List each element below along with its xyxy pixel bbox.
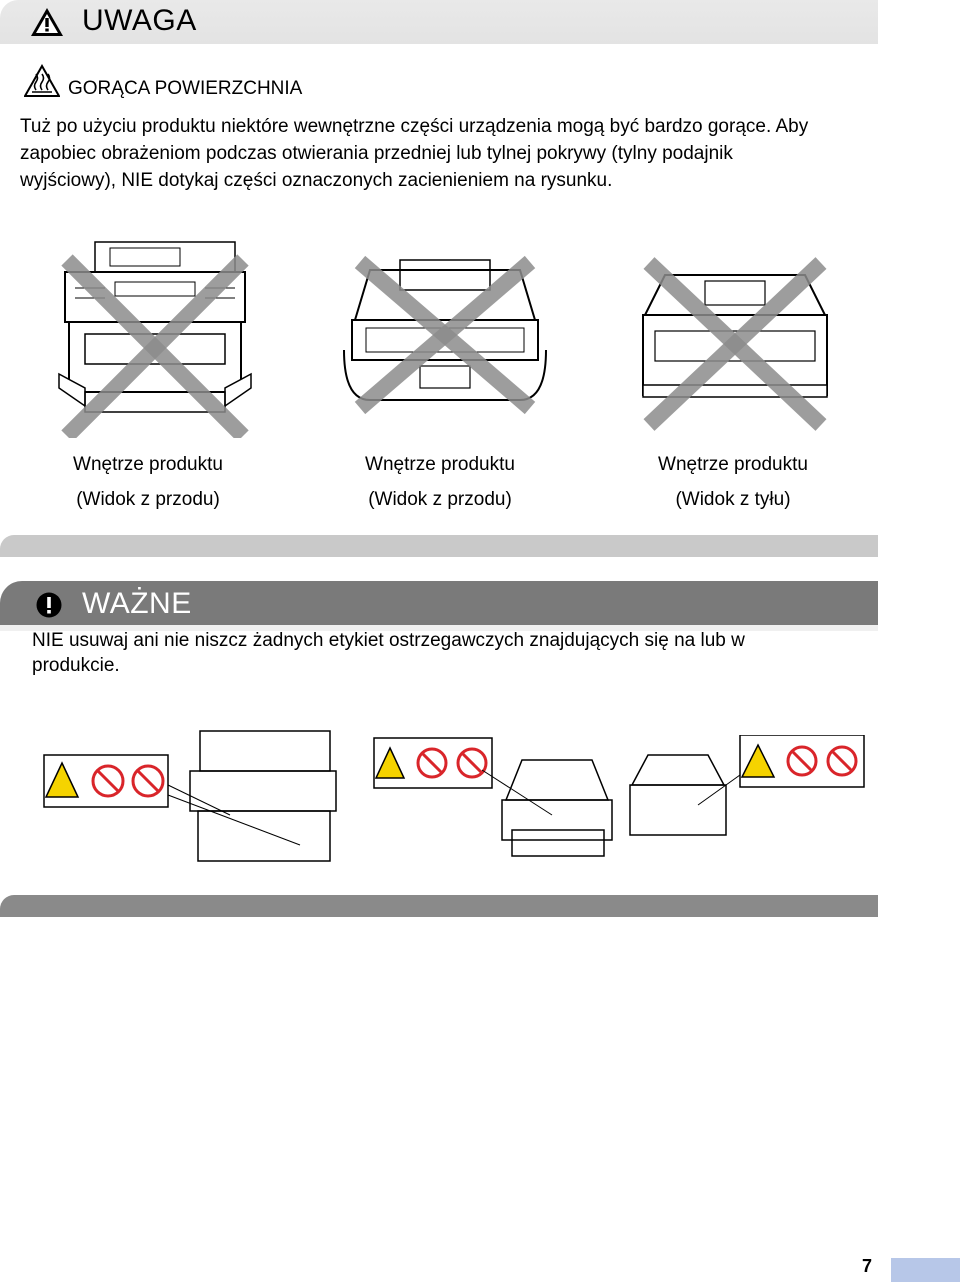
caution-title: UWAGA [82,4,197,37]
product-front-view-mfc-illustration [55,238,255,438]
page-number: 7 [862,1256,873,1276]
caution-paragraph [20,113,870,194]
warning-triangle-icon [30,6,64,38]
important-title: WAŻNE [82,587,192,620]
figure-caption-1-view: (Widok z przodu) [76,489,220,510]
section-divider [0,535,878,557]
section-divider-bottom [0,895,878,917]
caution-line: wyjściowy), NIE dotykaj części oznaczonych zacienieniem na rysunku. [20,170,613,191]
figure-caption-2-view: (Widok z przodu) [368,489,512,510]
product-rear-view-illustration [635,255,835,435]
hot-surface-heading: GORĄCA POWIERZCHNIA [68,78,303,99]
figure-caption-2: Wnętrze produktu [365,454,515,475]
warning-label-mfc-illustration [40,725,340,870]
exclamation-icon [36,592,62,618]
caution-line: zapobiec obrażeniom podczas otwierania przedniej lub tylnej pokrywy (tylny podajnik [20,143,733,164]
important-line: produkcie. [32,655,120,676]
caution-line: Tuż po użyciu produktu niektóre wewnętrzne części urządzenia mogą być bardzo gorące. Aby [20,116,809,137]
figure-caption-3-view: (Widok z tyłu) [675,489,791,510]
page-tab [891,1258,960,1282]
product-front-view-printer-illustration [340,250,550,420]
important-line: NIE usuwaj ani nie niszcz żadnych etykiet ostrzegawczych znajdujących się na lub w [32,630,745,651]
hot-surface-icon [24,64,60,98]
warning-label-printer-front-illustration [372,730,622,860]
figure-caption-1: Wnętrze produktu [73,454,223,475]
important-paragraph [32,628,862,678]
figure-caption-3: Wnętrze produktu [658,454,808,475]
warning-label-printer-rear-illustration [628,735,868,845]
